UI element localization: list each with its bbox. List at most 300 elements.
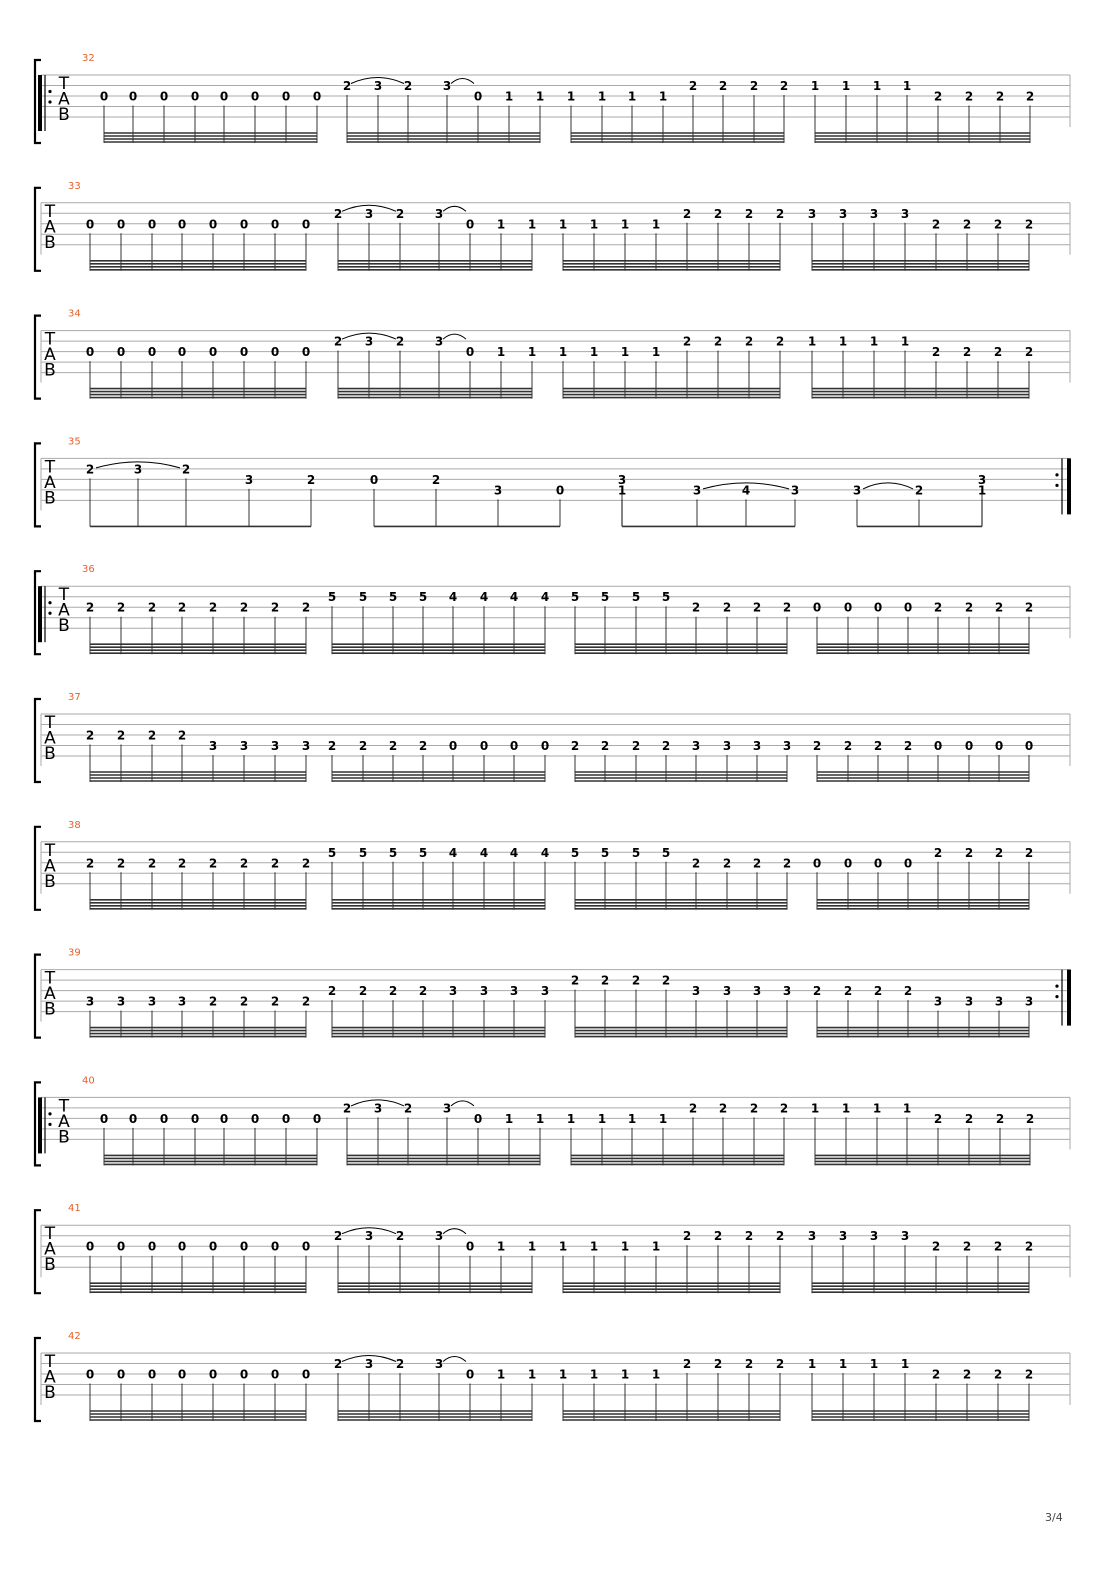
fret-number: 3	[900, 1229, 910, 1244]
fret-number: 2	[903, 739, 913, 753]
fret-number: 0	[479, 739, 489, 753]
fret-number: 3	[301, 739, 311, 753]
fret-number: 5	[661, 845, 671, 860]
fret-number: 0	[465, 217, 475, 232]
fret-number: 1	[620, 345, 630, 360]
fret-number: 2	[395, 1357, 405, 1371]
tab-letter-a: A	[44, 856, 56, 877]
fret-number: 2	[301, 600, 311, 615]
fret-number: 2	[1025, 89, 1035, 104]
fret-number: 5	[418, 845, 428, 860]
fret-number: 0	[301, 1367, 311, 1382]
fret-number: 0	[177, 345, 187, 360]
fret-number: 3	[1024, 994, 1034, 1009]
slur	[443, 334, 466, 339]
fret-number: 5	[570, 590, 580, 605]
fret-number: 2	[301, 856, 311, 871]
fret-number: 2	[962, 1239, 972, 1254]
fret-number: 2	[1024, 1367, 1034, 1382]
slur	[451, 1101, 474, 1106]
fret-number: 0	[250, 89, 260, 104]
fret-number: 5	[388, 590, 398, 605]
fret-number: 2	[812, 984, 822, 999]
fret-number: 2	[1024, 600, 1034, 615]
fret-number: 1	[620, 217, 630, 232]
fret-number: 2	[962, 1367, 972, 1382]
fret-number: 0	[465, 1367, 475, 1382]
tab-letter-t: T	[44, 1352, 56, 1372]
fret-number: 2	[931, 1367, 941, 1382]
system-bracket	[35, 699, 41, 782]
fret-number: 1	[527, 1239, 537, 1254]
fret-number: 0	[99, 89, 109, 104]
fret-number: 2	[570, 973, 580, 988]
repeat-dot	[48, 1112, 51, 1115]
fret-number: 2	[181, 462, 191, 477]
fret-number: 1	[589, 217, 599, 232]
fret-number: 2	[749, 1101, 759, 1116]
fret-number: 0	[190, 89, 200, 104]
tab-system	[35, 1203, 1070, 1293]
fret-number: 5	[631, 590, 641, 605]
fret-number: 3	[85, 994, 95, 1009]
fret-number: 3	[239, 739, 249, 753]
fret-number: 5	[570, 845, 580, 860]
fret-number: 2	[933, 845, 943, 860]
repeat-start-thick	[38, 586, 42, 642]
fret-number: 2	[779, 1101, 789, 1116]
fret-number: 0	[933, 739, 943, 753]
fret-number: 1	[841, 1101, 851, 1116]
fret-number: 2	[682, 1229, 692, 1244]
fret-number: 2	[388, 739, 398, 753]
fret-number: 1	[558, 1239, 568, 1254]
fret-number: 3	[838, 206, 848, 221]
fret-number: 3	[617, 472, 627, 487]
fret-number: 2	[843, 984, 853, 999]
fret-number: 2	[1024, 845, 1034, 860]
system-bracket	[35, 188, 41, 271]
fret-number: 0	[239, 345, 249, 360]
fret-number: 0	[465, 345, 475, 360]
fret-number: 0	[369, 472, 379, 487]
tab-system	[35, 564, 1070, 654]
slur	[863, 483, 913, 489]
fret-number: 1	[807, 334, 817, 349]
fret-number: 0	[301, 345, 311, 360]
fret-number: 2	[993, 1239, 1003, 1254]
fret-number: 2	[177, 856, 187, 871]
fret-number: 3	[244, 472, 254, 487]
fret-number: 3	[807, 206, 817, 221]
fret-number: 2	[933, 600, 943, 615]
tab-letter-b: B	[44, 999, 56, 1020]
fret-number: 0	[448, 739, 458, 753]
fret-number: 0	[208, 1239, 218, 1254]
fret-number: 2	[388, 984, 398, 999]
fret-number: 0	[208, 1367, 218, 1382]
fret-number: 2	[333, 1229, 343, 1244]
tab-letter-t: T	[44, 457, 56, 478]
fret-number: 2	[208, 994, 218, 1009]
fret-number: 0	[85, 217, 95, 232]
fret-number: 2	[306, 472, 316, 487]
fret-number: 3	[442, 1101, 452, 1116]
fret-number: 1	[869, 1357, 879, 1371]
fret-number: 2	[270, 856, 280, 871]
tab-system	[35, 181, 1070, 271]
fret-number: 3	[994, 994, 1004, 1009]
fret-number: 3	[373, 79, 383, 93]
repeat-dot	[48, 90, 51, 93]
fret-number: 0	[473, 1111, 483, 1126]
fret-number: 2	[85, 600, 95, 615]
fret-number: 1	[872, 1101, 882, 1116]
fret-number: 0	[281, 89, 291, 104]
fret-number: 2	[85, 856, 95, 871]
fret-number: 3	[442, 79, 452, 93]
fret-number: 2	[713, 334, 723, 349]
fret-number: 3	[752, 739, 762, 753]
fret-number: 2	[418, 984, 428, 999]
fret-number: 1	[627, 1111, 637, 1126]
fret-number: 1	[627, 89, 637, 104]
fret-number: 0	[1024, 739, 1034, 753]
fret-number: 2	[301, 994, 311, 1009]
tab-system	[35, 309, 1070, 399]
fret-number: 4	[509, 845, 519, 860]
fret-number: 0	[85, 1239, 95, 1254]
fret-number: 3	[364, 1229, 374, 1244]
slur	[443, 206, 466, 211]
slur	[443, 1229, 466, 1234]
fret-number: 0	[190, 1111, 200, 1126]
fret-number: 3	[869, 1229, 879, 1244]
fret-number: 3	[540, 984, 550, 999]
fret-number: 0	[964, 739, 974, 753]
fret-number: 1	[527, 217, 537, 232]
fret-number: 3	[147, 994, 157, 1009]
fret-number: 2	[395, 206, 405, 221]
fret-number: 2	[333, 206, 343, 221]
fret-number: 0	[994, 739, 1004, 753]
fret-number: 2	[994, 600, 1004, 615]
fret-number: 2	[600, 973, 610, 988]
fret-number: 2	[744, 1229, 754, 1244]
fret-number: 1	[589, 345, 599, 360]
tab-letter-b: B	[58, 616, 70, 637]
tab-letter-a: A	[44, 728, 56, 749]
fret-number: 2	[931, 1239, 941, 1254]
tab-letter-t: T	[58, 74, 70, 94]
page-number: 3/4	[1045, 1511, 1063, 1524]
fret-number: 1	[651, 345, 661, 360]
system-bracket	[35, 955, 41, 1038]
fret-number: 3	[434, 1229, 444, 1244]
fret-number: 2	[775, 1357, 785, 1371]
fret-number: 0	[270, 1239, 280, 1254]
fret-number: 0	[85, 345, 95, 360]
bar-number: 42	[68, 1331, 81, 1342]
fret-number: 2	[994, 845, 1004, 860]
fret-number: 2	[691, 600, 701, 615]
fret-number: 2	[342, 1101, 352, 1116]
fret-number: 3	[373, 1101, 383, 1116]
tab-letter-t: T	[44, 840, 56, 861]
fret-number: 0	[147, 217, 157, 232]
fret-number: 2	[208, 600, 218, 615]
fret-number: 2	[342, 79, 352, 93]
fret-number: 2	[403, 1101, 413, 1116]
fret-number: 2	[270, 600, 280, 615]
fret-number: 2	[403, 79, 413, 93]
fret-number: 5	[631, 845, 641, 860]
fret-number: 5	[418, 590, 428, 605]
fret-number: 0	[873, 856, 883, 871]
fret-number: 1	[504, 89, 514, 104]
fret-number: 0	[270, 217, 280, 232]
fret-number: 0	[540, 739, 550, 753]
fret-number: 0	[812, 856, 822, 871]
fret-number: 2	[600, 739, 610, 753]
fret-number: 2	[962, 345, 972, 360]
fret-number: 2	[147, 728, 157, 743]
fret-number: 2	[358, 984, 368, 999]
fret-number: 0	[250, 1111, 260, 1126]
fret-number: 3	[493, 483, 503, 498]
tab-letter-a: A	[44, 1239, 56, 1260]
fret-number: 2	[873, 984, 883, 999]
fret-number: 1	[558, 217, 568, 232]
fret-number: 5	[358, 590, 368, 605]
tab-letter-a: A	[44, 217, 56, 238]
fret-number: 3	[434, 334, 444, 349]
fret-number: 1	[620, 1239, 630, 1254]
fret-number: 2	[722, 600, 732, 615]
fret-number: 3	[116, 994, 126, 1009]
fret-number: 3	[364, 334, 374, 349]
bar-number: 32	[82, 53, 95, 64]
fret-number: 5	[388, 845, 398, 860]
fret-number: 2	[993, 345, 1003, 360]
fret-number: 2	[775, 1229, 785, 1244]
fret-number: 2	[718, 1101, 728, 1116]
fret-number: 5	[600, 845, 610, 860]
fret-number: 4	[540, 590, 550, 605]
repeat-dot	[48, 612, 51, 615]
fret-number: 2	[661, 973, 671, 988]
fret-number: 5	[600, 590, 610, 605]
fret-number: 1	[872, 79, 882, 93]
repeat-dot	[1055, 995, 1058, 998]
fret-number: 2	[779, 79, 789, 93]
tab-letter-a: A	[58, 89, 70, 110]
fret-number: 0	[509, 739, 519, 753]
fret-number: 2	[239, 856, 249, 871]
fret-number: 2	[327, 739, 337, 753]
fret-number: 2	[843, 739, 853, 753]
tab-letter-t: T	[44, 968, 56, 989]
fret-number: 2	[744, 334, 754, 349]
fret-number: 2	[333, 334, 343, 349]
fret-number: 2	[933, 89, 943, 104]
fret-number: 0	[312, 89, 322, 104]
fret-number: 1	[558, 345, 568, 360]
fret-number: 0	[843, 600, 853, 615]
fret-number: 2	[147, 600, 157, 615]
system-bracket	[35, 1338, 41, 1421]
system-bracket	[35, 827, 41, 910]
fret-number: 2	[713, 206, 723, 221]
bar-number: 34	[68, 308, 81, 320]
fret-number: 1	[838, 334, 848, 349]
fret-number: 3	[434, 206, 444, 221]
fret-number: 2	[782, 600, 792, 615]
fret-number: 2	[85, 728, 95, 743]
tab-letter-a: A	[44, 345, 56, 366]
fret-number: 2	[570, 739, 580, 753]
repeat-dot	[48, 100, 51, 103]
fret-number: 2	[395, 1229, 405, 1244]
fret-number: 2	[631, 973, 641, 988]
fret-number: 5	[327, 590, 337, 605]
fret-number: 2	[661, 739, 671, 753]
fret-number: 3	[270, 739, 280, 753]
fret-number: 2	[931, 217, 941, 232]
fret-number: 0	[116, 345, 126, 360]
fret-number: 1	[900, 1357, 910, 1371]
fret-number: 1	[504, 1111, 514, 1126]
fret-number: 0	[159, 89, 169, 104]
bar-number: 33	[68, 180, 81, 192]
fret-number: 2	[333, 1357, 343, 1371]
tab-letter-t: T	[58, 1096, 70, 1117]
tab-system	[35, 1331, 1070, 1421]
fret-number: 1	[566, 1111, 576, 1126]
tab-letter-b: B	[44, 360, 56, 381]
fret-number: 4	[448, 590, 458, 605]
fret-number: 4	[479, 845, 489, 860]
tab-letter-a: A	[44, 984, 56, 1005]
slur	[451, 79, 474, 84]
tab-letter-t: T	[44, 713, 56, 733]
fret-number: 2	[1024, 217, 1034, 232]
fret-number: 0	[177, 217, 187, 232]
fret-number: 5	[327, 845, 337, 860]
repeat-start-thick	[38, 75, 42, 131]
fret-number: 2	[1024, 345, 1034, 360]
fret-number: 1	[535, 89, 545, 104]
fret-number: 1	[651, 1367, 661, 1382]
fret-number: 0	[116, 1367, 126, 1382]
fret-number: 3	[434, 1357, 444, 1371]
repeat-dot	[1055, 473, 1058, 476]
fret-number: 1	[620, 1367, 630, 1382]
tab-letter-a: A	[58, 600, 70, 621]
fret-number: 3	[722, 984, 732, 999]
fret-number: 2	[931, 345, 941, 360]
fret-number: 0	[116, 217, 126, 232]
fret-number: 3	[933, 994, 943, 1009]
fret-number: 3	[752, 984, 762, 999]
fret-number: 2	[1025, 1111, 1035, 1126]
fret-number: 2	[744, 1357, 754, 1371]
fret-number: 2	[713, 1357, 723, 1371]
tab-letter-t: T	[44, 201, 56, 222]
tab-letter-a: A	[58, 1111, 70, 1132]
fret-number: 2	[993, 1367, 1003, 1382]
fret-number: 2	[682, 334, 692, 349]
tab-system	[35, 820, 1070, 910]
fret-number: 1	[496, 1367, 506, 1382]
fret-number: 2	[775, 334, 785, 349]
fret-number: 2	[682, 206, 692, 221]
fret-number: 2	[691, 856, 701, 871]
fret-number: 0	[177, 1367, 187, 1382]
fret-number: 5	[358, 845, 368, 860]
fret-number: 3	[782, 984, 792, 999]
fret-number: 0	[903, 600, 913, 615]
fret-number: 3	[691, 739, 701, 753]
fret-number: 0	[812, 600, 822, 615]
fret-number: 0	[128, 89, 138, 104]
fret-number: 2	[713, 1229, 723, 1244]
repeat-end-thick	[1067, 458, 1071, 514]
fret-number: 2	[208, 856, 218, 871]
fret-number: 2	[116, 728, 126, 743]
fret-number: 3	[790, 483, 800, 498]
fret-number: 0	[116, 1239, 126, 1254]
fret-number: 0	[85, 1367, 95, 1382]
tab-letter-a: A	[44, 1367, 56, 1388]
fret-number: 3	[479, 984, 489, 999]
fret-number: 2	[116, 600, 126, 615]
fret-number: 1	[841, 79, 851, 93]
fret-number: 0	[843, 856, 853, 871]
fret-number: 2	[431, 472, 441, 487]
fret-number: 0	[873, 600, 883, 615]
fret-number: 1	[869, 334, 879, 349]
fret-number: 0	[473, 89, 483, 104]
repeat-dot	[1055, 484, 1058, 487]
bar-number: 39	[68, 947, 81, 959]
fret-number: 1	[838, 1357, 848, 1371]
tab-system	[35, 436, 1071, 526]
fret-number: 1	[977, 483, 987, 498]
fret-number: 3	[722, 739, 732, 753]
fret-number: 0	[239, 1367, 249, 1382]
fret-number: 0	[312, 1111, 322, 1126]
fret-number: 2	[239, 994, 249, 1009]
tab-letter-b: B	[44, 232, 56, 253]
fret-number: 1	[589, 1239, 599, 1254]
bar-number: 41	[68, 1203, 81, 1215]
fret-number: 1	[658, 1111, 668, 1126]
fret-number: 2	[682, 1357, 692, 1371]
fret-number: 3	[977, 472, 987, 487]
system-bracket	[35, 1210, 41, 1293]
fret-number: 0	[147, 345, 157, 360]
fret-number: 3	[364, 206, 374, 221]
fret-number: 2	[964, 845, 974, 860]
fret-number: 2	[914, 483, 924, 498]
fret-number: 3	[448, 984, 458, 999]
fret-number: 1	[900, 334, 910, 349]
tab-system	[35, 1075, 1070, 1165]
fret-number: 2	[177, 728, 187, 743]
bar-number: 38	[68, 819, 81, 831]
fret-number: 0	[903, 856, 913, 871]
